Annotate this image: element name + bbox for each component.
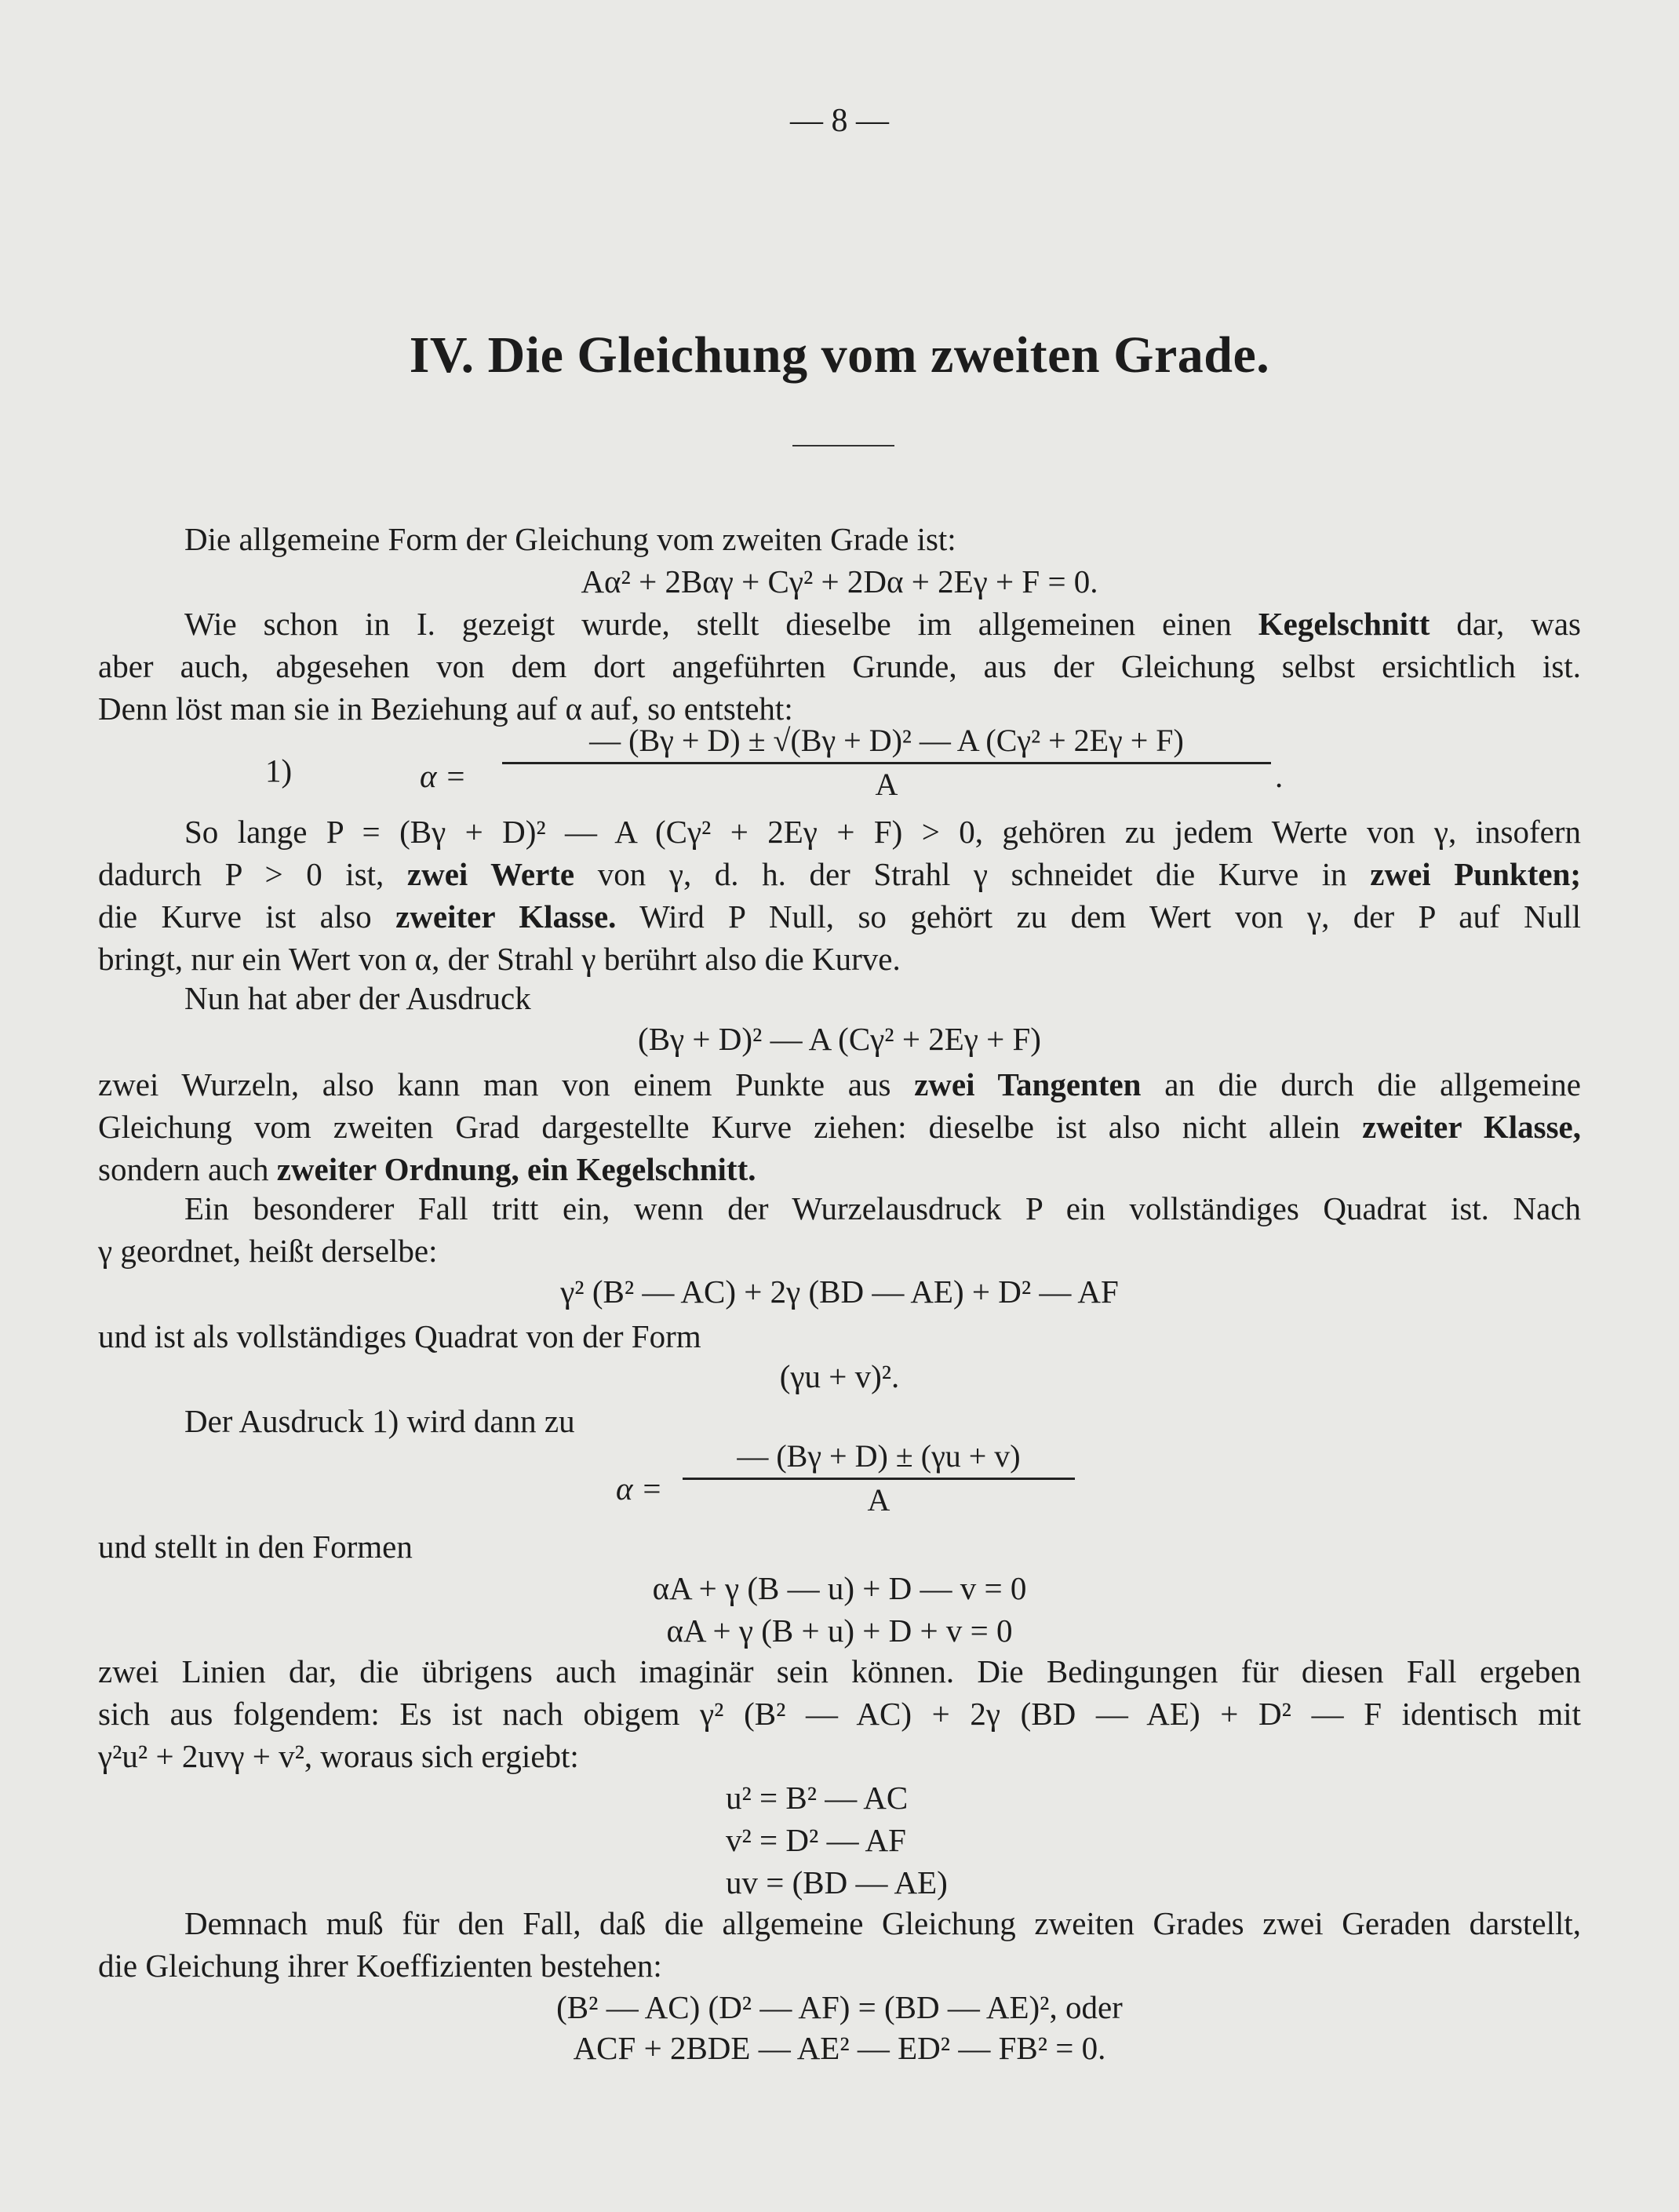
paragraph-square-form bbox=[98, 1315, 1581, 1357]
paragraph-conditions bbox=[98, 1650, 1581, 1777]
equation-condition-1: u² = B² — AC bbox=[726, 1780, 909, 1816]
emphasis: zweiter Klasse. bbox=[395, 898, 617, 935]
text-line: Gleichung vom zweiten Grad dargestellte Kurve ziehen: dieselbe ist also nicht allein zweiter Klasse, bbox=[98, 1109, 1581, 1145]
text-line: Die allgemeine Form der Gleichung vom zweiten Grade ist: bbox=[184, 521, 956, 557]
text-line: die Kurve ist also zweiter Klasse. Wird P Null, so gehört zu dem Wert von γ, der P auf Null bbox=[98, 898, 1581, 935]
text-line: So lange P = (Bγ + D)² — A (Cγ² + 2Eγ + F) > 0, gehören zu jedem Werte von γ, insofern bbox=[184, 814, 1581, 850]
equation-2-fraction bbox=[683, 1438, 1075, 1518]
text-line: Nun hat aber der Ausdruck bbox=[184, 980, 531, 1016]
equation-2-lhs: α = bbox=[616, 1470, 663, 1507]
equation-1-denominator: A bbox=[875, 767, 898, 802]
text-line: und ist als vollständiges Quadrat von der Form bbox=[98, 1318, 701, 1354]
paragraph-special-case bbox=[98, 1187, 1581, 1272]
text-line: aber auch, abgesehen von dem dort angeführten Grunde, aus der Gleichung selbst ersichtlich ist. bbox=[98, 648, 1581, 684]
equation-final-2: ACF + 2BDE — AE² — ED² — FB² = 0. bbox=[573, 2030, 1106, 2066]
text-line: die Gleichung ihrer Koeffizienten bestehen: bbox=[98, 1948, 662, 1984]
section-title: IV. Die Gleichung vom zweiten Grade. bbox=[409, 326, 1270, 384]
equation-1-fraction bbox=[502, 722, 1271, 803]
text-line: sondern auch zweiter Ordnung, ein Kegelschnitt. bbox=[98, 1151, 756, 1187]
paragraph-tangents bbox=[98, 1063, 1581, 1190]
equation-line-2: αA + γ (B + u) + D + v = 0 bbox=[666, 1613, 1013, 1649]
text-line: Ein besonderer Fall tritt ein, wenn der Wurzelausdruck P ein vollständiges Quadrat ist. Nach bbox=[184, 1190, 1581, 1226]
emphasis: Kegelschnitt bbox=[1258, 606, 1430, 642]
text-line: γ geordnet, heißt derselbe: bbox=[98, 1233, 438, 1269]
paragraph-cases bbox=[98, 811, 1581, 980]
text-line: bringt, nur ein Wert von α, der Strahl γ berührt also die Kurve. bbox=[98, 941, 901, 977]
equation-2-denominator: A bbox=[867, 1482, 890, 1518]
equation-1-numerator: — (Bγ + D) ± √(Bγ + D)² — A (Cγ² + 2Eγ + F) bbox=[502, 722, 1271, 764]
equation-1-end: . bbox=[1275, 758, 1284, 794]
text-line: Der Ausdruck 1) wird dann zu bbox=[184, 1403, 575, 1439]
emphasis: zwei Tangenten bbox=[914, 1066, 1142, 1102]
equation-final-1: (B² — AC) (D² — AF) = (BD — AE)², oder bbox=[556, 1989, 1123, 2025]
emphasis: zweiter Ordnung, ein Kegelschnitt. bbox=[276, 1151, 756, 1187]
equation-condition-2: v² = D² — AF bbox=[726, 1822, 906, 1858]
equation-condition-3: uv = (BD — AE) bbox=[726, 1864, 948, 1900]
paragraph-coefficients bbox=[98, 1902, 1581, 1987]
text-line: dadurch P > 0 ist, zwei Werte von γ, d. h. der Strahl γ schneidet die Kurve in zwei Punkten; bbox=[98, 856, 1582, 892]
equation-general: Aα² + 2Bαγ + Cγ² + 2Dα + 2Eγ + F = 0. bbox=[581, 563, 1098, 599]
text-line: Wie schon in I. gezeigt wurde, stellt dieselbe im allgemeinen einen Kegelschnitt dar, was bbox=[184, 606, 1581, 642]
equation-expression: (Bγ + D)² — A (Cγ² + 2Eγ + F) bbox=[638, 1021, 1041, 1057]
equation-square: (γu + v)². bbox=[779, 1358, 900, 1394]
page-number: — 8 — bbox=[790, 103, 889, 139]
paragraph-forms bbox=[98, 1525, 1581, 1568]
equation-1-label: 1) bbox=[265, 753, 293, 789]
paragraph-becomes bbox=[98, 1400, 1581, 1442]
equation-2-numerator: — (Bγ + D) ± (γu + v) bbox=[683, 1438, 1075, 1480]
text-line: zwei Wurzeln, also kann man von einem Punkte aus zwei Tangenten an die durch die allgemeine bbox=[98, 1066, 1581, 1102]
paragraph-kegelschnitt bbox=[98, 603, 1581, 730]
text-line: Denn löst man sie in Beziehung auf α auf, so entsteht: bbox=[98, 691, 793, 727]
equation-1-lhs: α = bbox=[420, 758, 467, 794]
paragraph-intro bbox=[98, 518, 1581, 560]
paragraph-ausdruck bbox=[98, 977, 1581, 1019]
text-line: zwei Linien dar, die übrigens auch imaginär sein können. Die Bedingungen für diesen Fall ergeben bbox=[98, 1653, 1581, 1689]
emphasis: zwei Werte bbox=[406, 856, 575, 892]
emphasis: zweiter Klasse, bbox=[1362, 1109, 1581, 1145]
text-line: und stellt in den Formen bbox=[98, 1529, 413, 1565]
text-line: Demnach muß für den Fall, daß die allgemeine Gleichung zweiten Grades zwei Geraden darstellt, bbox=[184, 1905, 1581, 1941]
text-line: γ²u² + 2uvγ + v², woraus sich ergiebt: bbox=[98, 1738, 579, 1774]
equation-ordered: γ² (B² — AC) + 2γ (BD — AE) + D² — AF bbox=[560, 1274, 1119, 1310]
equation-line-1: αA + γ (B — u) + D — v = 0 bbox=[652, 1570, 1027, 1606]
text-line: sich aus folgendem: Es ist nach obigem γ² (B² — AC) + 2γ (BD — AE) + D² — F identisch mit bbox=[98, 1696, 1581, 1732]
emphasis: zwei Punkten; bbox=[1370, 856, 1582, 892]
title-rule bbox=[792, 445, 894, 446]
